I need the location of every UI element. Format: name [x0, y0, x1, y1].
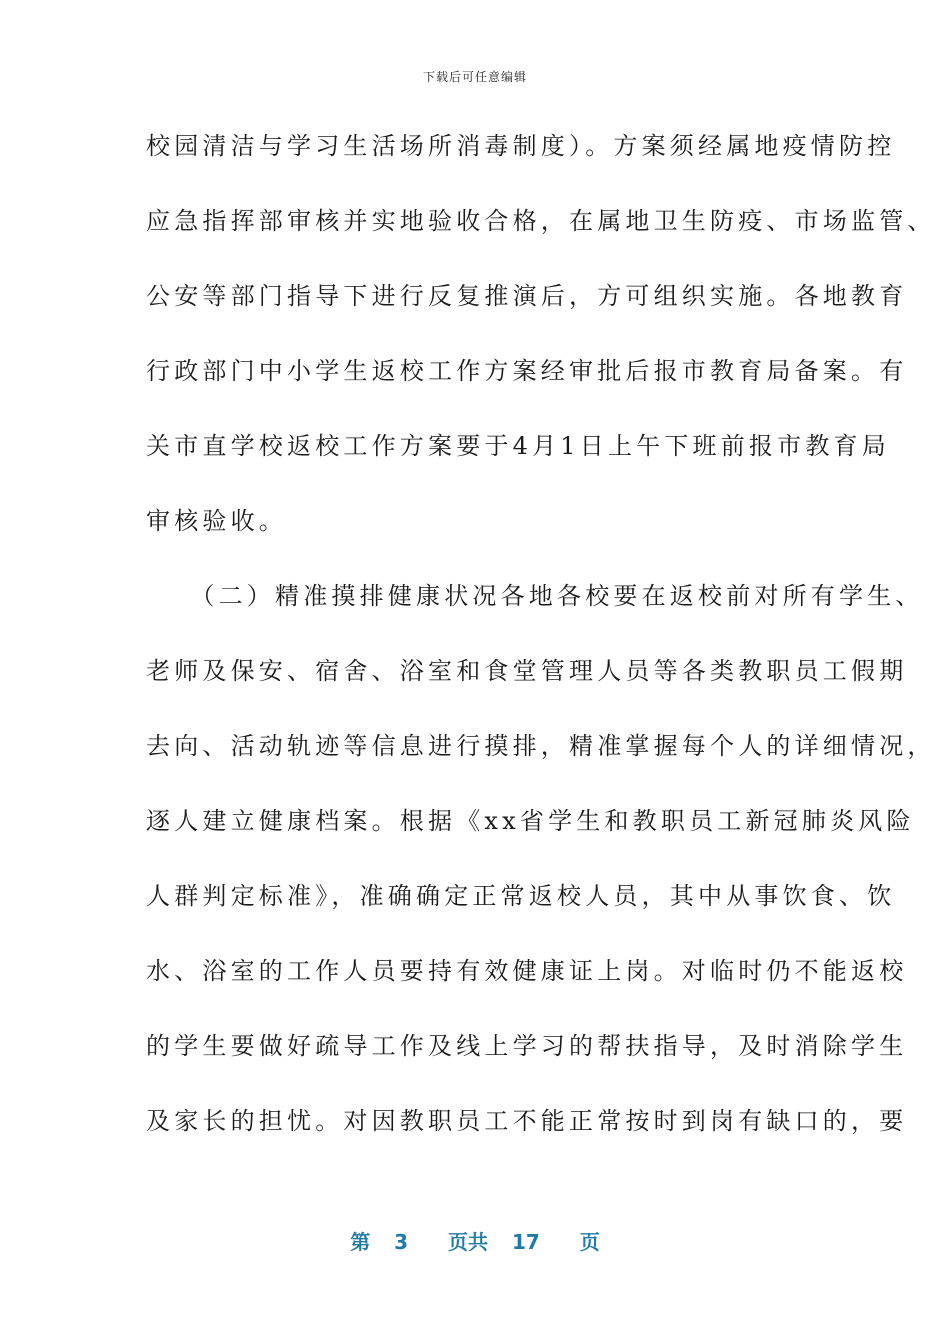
text-line: 校园清洁与学习生活场所消毒制度）。方案须经属地疫情防控 — [146, 132, 896, 160]
text-line: 行政部门中小学生返校工作方案经审批后报市教育局备案。有 — [146, 357, 908, 385]
text-line: 应急指挥部审核并实地验收合格，在属地卫生防疫、市场监管、 — [146, 207, 936, 235]
text-line: 去向、活动轨迹等信息进行摸排，精准掌握每个人的详细情况， — [146, 732, 936, 760]
text-line: 及家长的担忧。对因教职员工不能正常按时到岗有缺口的，要 — [146, 1107, 908, 1135]
document-body — [146, 128, 936, 1178]
text-line: 审核验收。 — [146, 507, 287, 535]
text-line: 的学生要做好疏导工作及线上学习的帮扶指导，及时消除学生 — [146, 1032, 908, 1060]
text-line: 公安等部门指导下进行反复推演后，方可组织实施。各地教育 — [146, 282, 908, 310]
text-line: 老师及保安、宿舍、浴室和食堂管理人员等各类教职员工假期 — [146, 657, 908, 685]
total-page-count: 17 — [511, 1230, 540, 1254]
current-page-number: 3 — [394, 1230, 409, 1254]
page-prefix: 第 — [350, 1230, 371, 1254]
text-line: 关市直学校返校工作方案要于4月1日上午下班前报市教育局 — [146, 432, 890, 460]
page-middle: 页共 — [448, 1230, 489, 1254]
text-line: （二）精准摸排健康状况各地各校要在返校前对所有学生、 — [146, 582, 924, 610]
header-note: 下载后可任意编辑 — [422, 70, 527, 84]
text-line: 逐人建立健康档案。根据《xx省学生和教职员工新冠肺炎风险 — [146, 807, 915, 835]
text-line: 水、浴室的工作人员要持有效健康证上岗。对临时仍不能返校 — [146, 957, 908, 985]
text-line: 人群判定标准》，准确确定正常返校人员，其中从事饮食、饮 — [146, 882, 896, 910]
page-suffix: 页 — [579, 1230, 600, 1254]
page-footer — [0, 1226, 950, 1255]
